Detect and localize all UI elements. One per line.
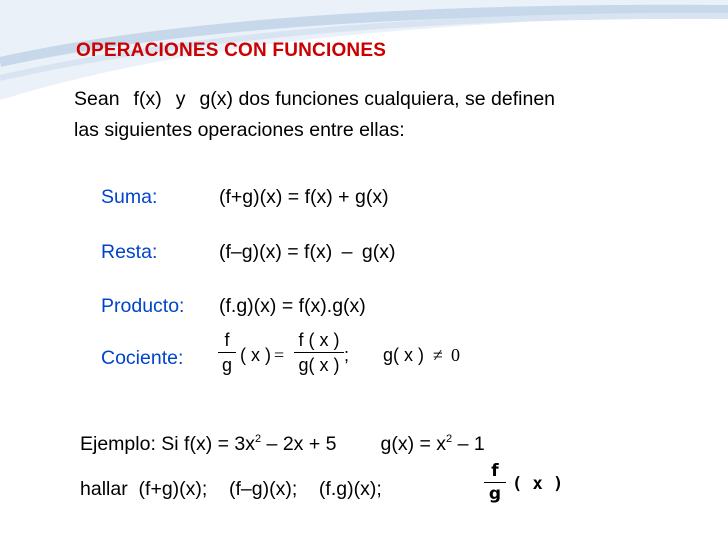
intro-y: y: [175, 88, 186, 110]
resta-label: Resta:: [101, 241, 158, 263]
intro-rest: g(x) dos funciones cualquiera, se definen: [199, 88, 556, 110]
example-f-rest: – 2x + 5: [261, 433, 337, 455]
cociente-condition-gx: g( x ): [383, 345, 425, 365]
resta-minus: –: [341, 241, 353, 263]
suma-label: Suma:: [101, 186, 158, 208]
fraction-bar: [218, 352, 236, 353]
example-frac-arg: ( x ): [512, 474, 564, 494]
intro-line-2: las siguientes operaciones entre ellas:: [74, 119, 405, 141]
page-title: OPERACIONES CON FUNCIONES: [76, 40, 387, 61]
cociente-neq: ≠: [433, 345, 443, 365]
cociente-lhs-arg: ( x ): [240, 345, 271, 365]
example-line-1: [80, 433, 485, 456]
resta-formula-b: g(x): [361, 241, 396, 263]
example-quotient-fraction: [484, 461, 506, 504]
producto-formula: (f.g)(x) = f(x).g(x): [219, 295, 366, 317]
resta-formula: [219, 241, 396, 264]
example-frac-den: g: [488, 484, 502, 504]
intro-paragraph: [74, 84, 714, 146]
producto-label: Producto:: [101, 295, 185, 317]
resta-formula-a: (f–g)(x) = f(x): [219, 241, 333, 263]
cociente-rhs-den: g( x ): [298, 355, 340, 375]
example-g-exp: 2: [446, 433, 453, 445]
cociente-semicolon: ;: [344, 345, 350, 365]
intro-line-1: [74, 84, 714, 115]
fraction-bar: [484, 482, 506, 483]
example-frac-num: f: [491, 461, 499, 481]
cociente-lhs-fraction: [218, 329, 236, 376]
cociente-rhs-num: f ( x ): [298, 330, 340, 350]
cociente-lhs-num: f: [224, 330, 230, 350]
example-f-exp: 2: [255, 433, 262, 445]
example-g-def: g(x) = x: [380, 433, 447, 455]
cociente-label: Cociente:: [101, 347, 184, 369]
example-line-2: hallar (f+g)(x); (f–g)(x); (f.g)(x);: [80, 478, 382, 500]
example-g-rest: – 1: [452, 433, 485, 455]
cociente-equals: =: [274, 345, 285, 365]
intro-sean: Sean: [74, 88, 120, 110]
suma-formula: (f+g)(x) = f(x) + g(x): [219, 186, 389, 208]
example-f-def: Ejemplo: Si f(x) = 3x: [80, 433, 256, 455]
cociente-lhs-den: g: [221, 355, 232, 375]
cociente-zero: 0: [451, 345, 460, 365]
cociente-rhs-fraction: [294, 329, 344, 376]
fraction-bar: [294, 352, 344, 353]
intro-fx: f(x): [133, 88, 162, 110]
